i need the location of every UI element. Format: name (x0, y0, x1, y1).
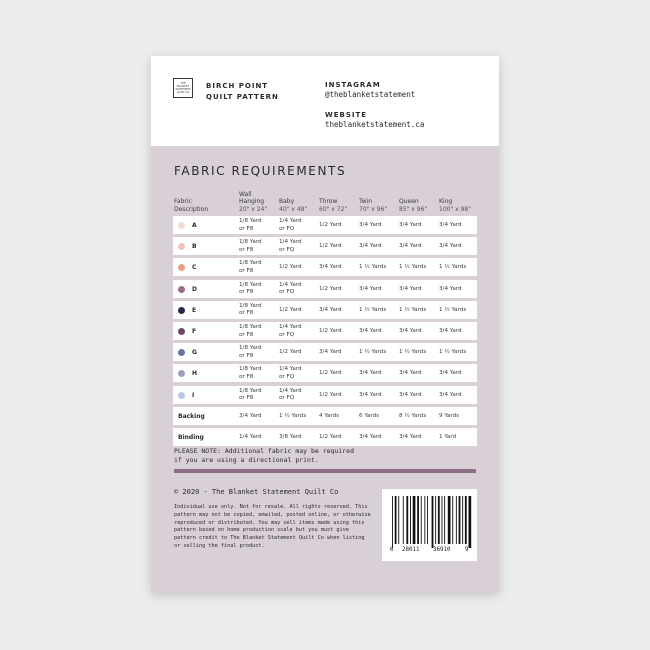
header-text: Baby (279, 198, 295, 205)
table-row (173, 258, 477, 277)
yardage-text: 3/4 Yard (319, 349, 342, 356)
header-text: Description (174, 205, 209, 213)
yardage-cell (319, 264, 342, 272)
table-header (174, 185, 476, 213)
yardage-text: 3/4 Yard (399, 328, 422, 334)
yardage-text: 1/8 Yard (239, 345, 262, 352)
yardage-text: 1/2 Yard (279, 349, 302, 356)
barcode-bar (432, 496, 434, 548)
yardage-text: 1/8 Yard (239, 260, 262, 267)
header-text: Hanging (239, 198, 265, 205)
fabric-label: F (192, 328, 197, 335)
barcode-bar (424, 496, 425, 544)
barcode-bar (417, 496, 419, 544)
barcode-bar (452, 496, 453, 544)
logo-text-line: QUILT CO (176, 91, 190, 94)
yardage-text: 1 ½ Yards (399, 306, 427, 313)
barcode-bar (413, 496, 416, 544)
yardage-cell (239, 260, 262, 275)
yardage-text: or F8 (239, 267, 254, 274)
yardage-cell (279, 388, 302, 403)
yardage-cell (399, 370, 422, 378)
yardage-text: or FQ (279, 225, 295, 232)
yardage-cell (439, 392, 462, 400)
barcode-bar (421, 496, 422, 544)
yardage-cell (279, 349, 302, 357)
note-line: if you are using a directional print. (174, 455, 319, 464)
yardage-cell (359, 307, 386, 315)
table-row (173, 386, 477, 405)
yardage-text: 1/2 Yard (319, 285, 342, 292)
fabric-label: C (192, 264, 197, 272)
yardage-text: 1 ½ Yards (439, 306, 467, 313)
barcode-bar (462, 496, 463, 544)
yardage-text: 3/4 Yard (439, 370, 462, 377)
yardage-cell (359, 392, 382, 400)
copyright: © 2020 - The Blanket Statement Quilt Co (174, 488, 339, 496)
yardage-cell (439, 413, 459, 421)
header-text: Queen (399, 198, 419, 205)
fabric-label: A (192, 222, 197, 229)
yardage-text: 3/4 Yard (399, 434, 422, 440)
yardage-text: 1/4 Yard (279, 387, 302, 394)
fabric-label: G (192, 349, 197, 357)
pattern-subtitle: QUILT PATTERN (206, 93, 279, 101)
header-text: King (439, 198, 453, 205)
yardage-text: 4 Yards (319, 412, 340, 419)
yardage-text: 3/4 Yard (439, 243, 462, 250)
barcode-bar (398, 496, 399, 544)
header-dimension: 70" x 96" (359, 205, 388, 213)
fabric-label: B (192, 243, 197, 251)
barcode-bar (469, 496, 472, 548)
barcode-bar (448, 496, 451, 544)
yardage-cell (359, 286, 382, 294)
yardage-cell (439, 286, 462, 294)
yardage-text: 6 Yards (359, 412, 380, 419)
pattern-title: BIRCH POINT (206, 82, 269, 90)
yardage-text: 3/4 Yard (399, 370, 422, 377)
yardage-cell (279, 434, 302, 442)
section-title: FABRIC REQUIREMENTS (174, 164, 347, 178)
yardage-cell (279, 264, 302, 272)
yardage-cell (439, 307, 466, 315)
barcode-bar (435, 496, 436, 544)
yardage-text: 9 Yards (439, 412, 460, 419)
table-row (173, 237, 477, 256)
website-label: WEBSITE (325, 111, 368, 119)
yardage-cell (439, 434, 456, 442)
table-row (173, 343, 477, 362)
yardage-cell (439, 328, 462, 336)
barcode-bar (465, 496, 467, 544)
yardage-text: or FQ (279, 373, 295, 380)
yardage-cell (359, 328, 382, 336)
yardage-cell (319, 434, 342, 442)
yardage-cell (439, 349, 466, 357)
yardage-text: 1/8 Yard (239, 239, 262, 246)
yardage-text: 3/4 Yard (399, 391, 422, 398)
yardage-cell (359, 222, 382, 230)
barcode-bar (438, 496, 440, 544)
yardage-text: 1 ½ Yards (359, 306, 387, 313)
barcode-digit: 9 (465, 547, 469, 553)
yardage-cell (279, 324, 302, 339)
yardage-text: 1 ½ Yards (359, 264, 387, 271)
table-row (173, 428, 477, 447)
yardage-cell (279, 307, 302, 315)
barcode-bar (406, 496, 408, 544)
yardage-text: 3/4 Yard (439, 391, 462, 398)
yardage-text: 3/4 Yard (399, 243, 422, 250)
yardage-cell (399, 328, 422, 336)
header-dimension: 40" x 48" (279, 205, 308, 213)
yardage-cell (439, 222, 462, 230)
yardage-cell (239, 324, 262, 339)
fabric-swatch-icon (178, 243, 185, 250)
yardage-text: 3/4 Yard (359, 222, 382, 228)
yardage-cell (399, 349, 426, 357)
yardage-cell (279, 366, 302, 381)
header-text: Twin (359, 198, 373, 205)
barcode-digit: 36910 (433, 547, 451, 553)
website-link[interactable]: theblanketstatement.ca (325, 120, 425, 129)
yardage-text: 1/2 Yard (319, 370, 342, 377)
yardage-cell (319, 413, 339, 421)
yardage-cell (239, 434, 262, 442)
yardage-cell (239, 282, 262, 297)
yardage-text: 1/4 Yard (239, 434, 262, 440)
column-header-size (359, 198, 387, 213)
barcode-bar (459, 496, 461, 544)
header-text: Throw (319, 198, 338, 205)
yardage-cell (319, 349, 342, 357)
yardage-cell (359, 243, 382, 251)
column-header-size (239, 191, 267, 214)
pattern-name (206, 81, 296, 103)
yardage-cell (319, 307, 342, 315)
header-dimension: 20" x 24" (239, 205, 268, 213)
yardage-text: 1/2 Yard (319, 243, 342, 250)
barcode-bar (442, 496, 443, 544)
table-row (173, 407, 477, 426)
fabric-label: H (192, 370, 198, 378)
yardage-cell (399, 264, 426, 272)
yardage-text: 1/8 Yard (239, 281, 262, 288)
yardage-text: 1/4 Yard (279, 281, 302, 288)
yardage-text: or F8 (239, 246, 254, 253)
table-row (173, 301, 477, 320)
logo-text-line: STATEMENT (175, 88, 191, 91)
yardage-text: 3/4 Yard (439, 285, 462, 292)
yardage-text: or F8 (239, 289, 254, 296)
yardage-text: or F8 (239, 352, 254, 359)
fabric-swatch-icon (178, 222, 185, 229)
header-text: Wall (239, 190, 252, 198)
barcode-bar (427, 496, 428, 544)
fabric-label: Binding (178, 434, 204, 441)
logo-text-line: BLANKET (177, 85, 189, 88)
yardage-text: or F8 (239, 310, 254, 317)
yardage-text: 1/8 Yard (239, 218, 262, 224)
yardage-cell (319, 392, 342, 400)
barcode-bar (456, 496, 457, 544)
contact-info (325, 80, 424, 130)
fabric-swatch-icon (178, 349, 185, 356)
yardage-cell (239, 345, 262, 360)
yardage-cell (279, 239, 302, 254)
yardage-cell (239, 218, 262, 233)
fabric-swatch-icon (178, 370, 185, 377)
fabric-label: Backing (178, 412, 205, 420)
yardage-cell (439, 370, 462, 378)
yardage-text: 3/4 Yard (359, 243, 382, 250)
table-row (173, 322, 477, 341)
yardage-cell (359, 413, 379, 421)
yardage-cell (399, 413, 426, 421)
yardage-text: 1 ½ Yards (399, 264, 427, 271)
fabric-label: I (192, 391, 195, 399)
note-line: PLEASE NOTE: Additional fabric may be required (174, 447, 355, 455)
yardage-cell (399, 222, 422, 230)
table-row (173, 364, 477, 383)
yardage-cell (399, 392, 422, 400)
barcode-bar (403, 496, 404, 544)
yardage-text: 3/4 Yard (239, 412, 262, 419)
yardage-text: 1 Yard (439, 434, 457, 440)
yardage-cell (239, 388, 262, 403)
fabric-label: E (192, 306, 197, 314)
yardage-text: 1 ½ Yards (399, 349, 427, 356)
column-header-fabric (174, 198, 208, 213)
table-row (173, 216, 477, 235)
brand-logo (173, 78, 193, 98)
fabric-swatch-icon (178, 286, 185, 293)
yardage-cell (279, 282, 302, 297)
yardage-cell (239, 413, 262, 421)
yardage-cell (319, 222, 342, 230)
yardage-cell (239, 239, 262, 254)
barcode-bar (392, 496, 393, 548)
yardage-text: 3/4 Yard (439, 222, 462, 228)
yardage-cell (399, 243, 422, 251)
fabric-swatch-icon (178, 328, 185, 335)
yardage-text: 1/4 Yard (279, 218, 302, 224)
yardage-cell (279, 218, 302, 233)
column-header-size (439, 198, 471, 213)
yardage-text: 3/4 Yard (399, 222, 422, 228)
header-panel (151, 56, 499, 146)
yardage-text: 1/2 Yard (279, 264, 302, 271)
yardage-text: 1/2 Yard (319, 328, 342, 334)
yardage-text: 1/8 Yard (239, 302, 262, 309)
column-header-size (319, 198, 347, 213)
yardage-cell (319, 243, 342, 251)
yardage-text: 3/4 Yard (319, 306, 342, 313)
yardage-cell (319, 328, 342, 336)
yardage-text: 1/2 Yard (319, 391, 342, 398)
yardage-cell (399, 434, 422, 442)
yardage-text: or F8 (239, 373, 254, 380)
fabric-swatch-icon (178, 392, 185, 399)
barcode (382, 489, 477, 561)
section-divider (174, 469, 476, 473)
yardage-text: 1/2 Yard (319, 222, 342, 228)
yardage-text: 1/4 Yard (279, 324, 302, 330)
fabric-label: D (192, 285, 197, 293)
yardage-cell (239, 303, 262, 318)
yardage-cell (239, 366, 262, 381)
barcode-bar (395, 496, 397, 544)
yardage-text: 1/2 Yard (319, 434, 342, 440)
yardage-text: 1 ½ Yards (439, 349, 467, 356)
yardage-cell (359, 349, 386, 357)
yardage-cell (439, 243, 462, 251)
barcode-digit: 6 (390, 547, 394, 553)
yardage-text: 1 ½ Yards (359, 349, 387, 356)
yardage-cell (279, 413, 306, 421)
terms-of-use: Individual use only. Not for resale. All rights reserved. This pattern may not be copied, emailed, posted online, or otherwise reproduced or distributed. You may sell items made using this pattern based on home production scale but you must give pattern credit to The Blanket Statement Quilt Co when listing or selling the final product. (174, 504, 371, 549)
yardage-text: or FQ (279, 331, 295, 338)
yardage-text: 1/4 Yard (279, 239, 302, 246)
yardage-text: 3/4 Yard (319, 264, 342, 271)
yardage-text: 1 ½ Yards (439, 264, 467, 271)
yardage-text: 8 ½ Yards (399, 412, 427, 419)
fabric-swatch-icon (178, 264, 185, 271)
fabric-swatch-icon (178, 307, 185, 314)
yardage-text: or FQ (279, 395, 295, 402)
barcode-bars (382, 489, 477, 561)
yardage-cell (359, 264, 386, 272)
yardage-text: or FQ (279, 246, 295, 253)
yardage-text: 3/8 Yard (279, 434, 302, 440)
fabric-note (174, 447, 474, 464)
barcode-bar (410, 496, 411, 544)
column-header-size (279, 198, 307, 213)
yardage-cell (439, 264, 466, 272)
yardage-text: 3/4 Yard (399, 285, 422, 292)
instagram-label: INSTAGRAM (325, 81, 381, 89)
header-text: Fabric (174, 198, 192, 205)
yardage-cell (319, 286, 342, 294)
yardage-text: 3/4 Yard (359, 391, 382, 398)
header-dimension: 85" x 96" (399, 205, 428, 213)
yardage-cell (359, 370, 382, 378)
yardage-text: 3/4 Yard (359, 285, 382, 292)
yardage-text: 3/4 Yard (439, 328, 462, 334)
barcode-bar (444, 496, 445, 544)
yardage-text: 1/8 Yard (239, 366, 262, 373)
column-header-size (399, 198, 427, 213)
yardage-text: 1 ½ Yards (279, 412, 307, 419)
yardage-text: 3/4 Yard (359, 370, 382, 377)
instagram-handle[interactable]: @theblanketstatement (325, 90, 416, 99)
yardage-text: 3/4 Yard (359, 328, 382, 334)
logo-text-line: THE (180, 82, 186, 85)
yardage-text: or F8 (239, 331, 254, 338)
yardage-cell (399, 286, 422, 294)
yardage-text: 1/8 Yard (239, 387, 262, 394)
barcode-digit: 28011 (402, 547, 420, 553)
yardage-text: 3/4 Yard (359, 434, 382, 440)
yardage-text: or F8 (239, 225, 254, 232)
yardage-cell (319, 370, 342, 378)
table-row (173, 280, 477, 299)
yardage-text: or FQ (279, 289, 295, 296)
yardage-cell (399, 307, 426, 315)
header-dimension: 60" x 72" (319, 205, 348, 213)
yardage-text: 1/8 Yard (239, 324, 262, 330)
yardage-text: or F8 (239, 395, 254, 402)
yardage-text: 1/4 Yard (279, 366, 302, 373)
pattern-back-cover (151, 56, 499, 592)
header-dimension: 100" x 98" (439, 205, 471, 213)
yardage-cell (359, 434, 382, 442)
yardage-text: 1/2 Yard (279, 306, 302, 313)
